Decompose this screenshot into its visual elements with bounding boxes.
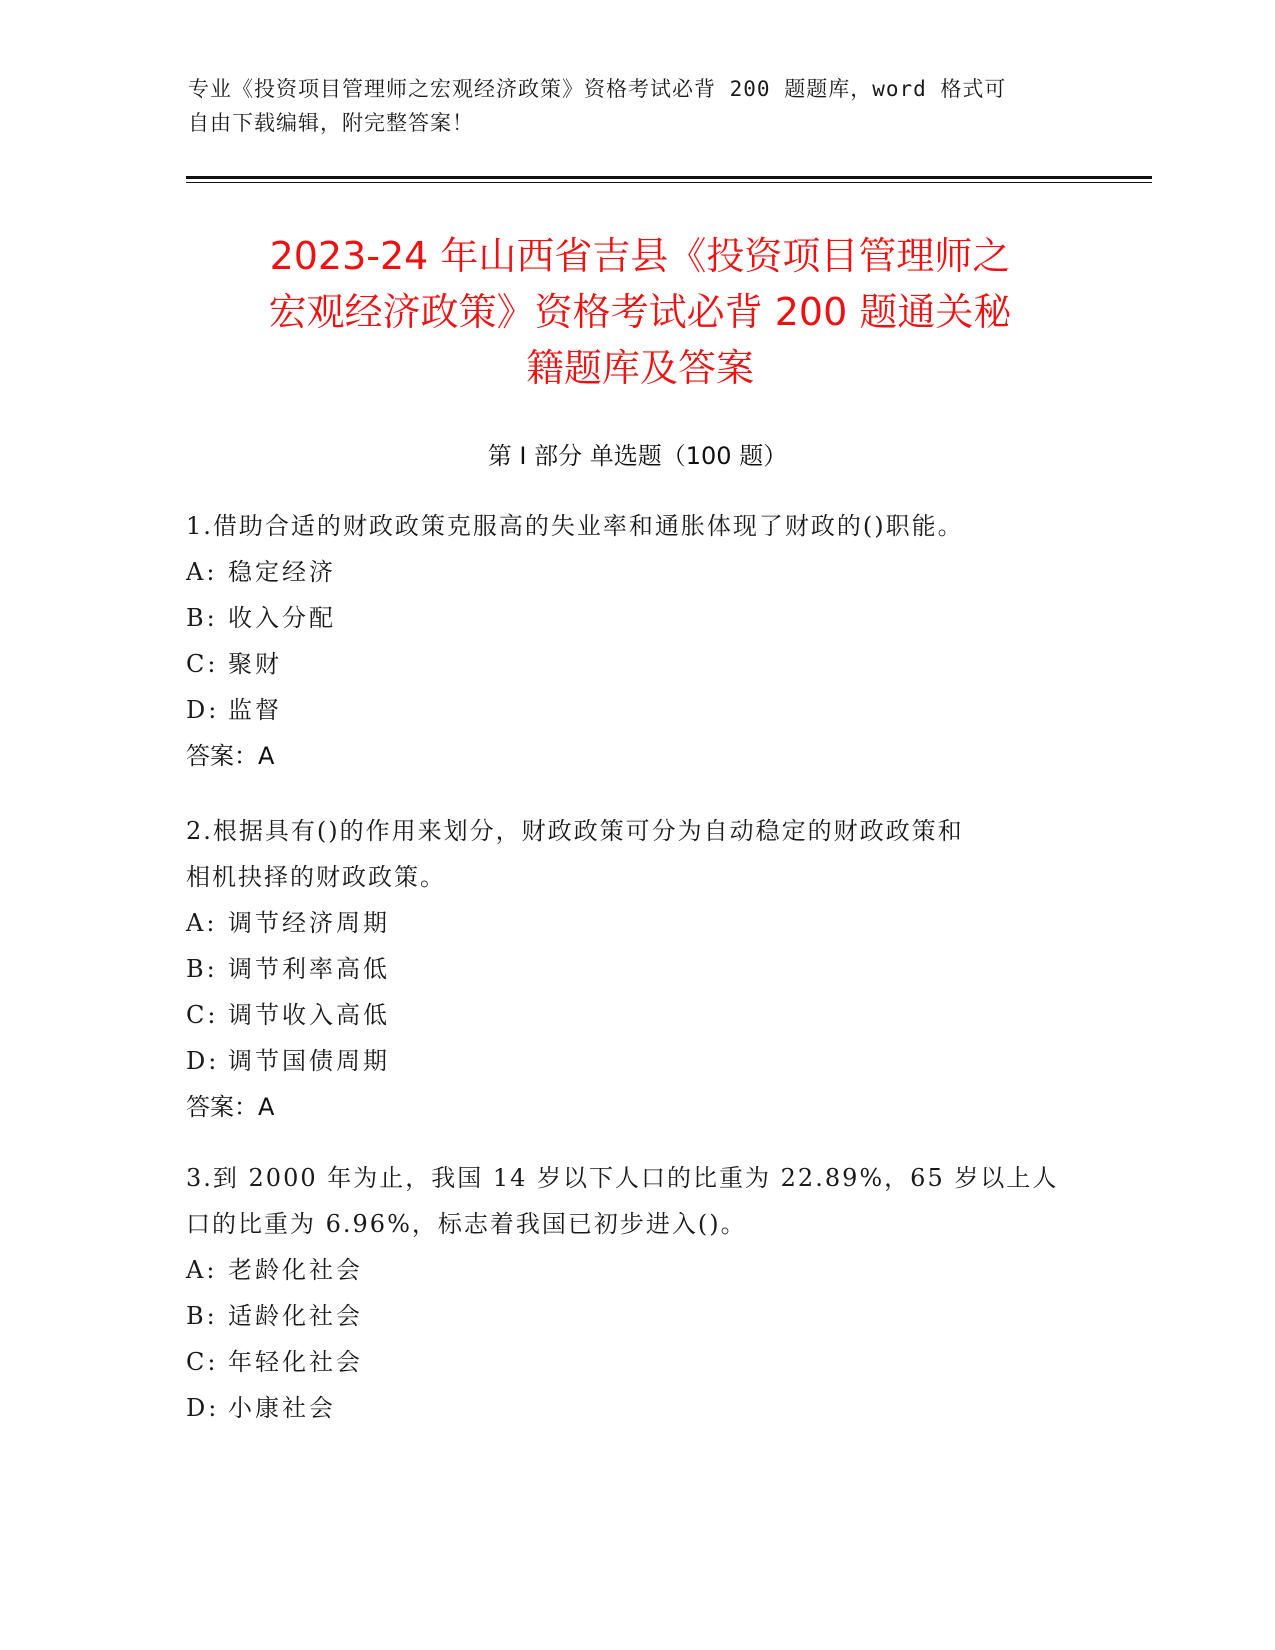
option-key: D: [186, 696, 220, 724]
option-text: 收入分配 [228, 604, 336, 632]
answer-line: 答案：A [186, 1093, 275, 1121]
option-text: 调节经济周期 [228, 909, 390, 937]
option-key: D: [186, 1047, 220, 1075]
option-d [186, 1385, 1086, 1431]
option-text: 年轻化社会 [228, 1348, 363, 1376]
question-2 [186, 808, 1086, 1130]
option-text: 调节国债周期 [228, 1047, 390, 1075]
option-text: 调节利率高低 [228, 955, 390, 983]
document-title [160, 228, 1120, 396]
intro-line: 专业《投资项目管理师之宏观经济政策》资格考试必背 200 题题库，word 格式可 [188, 77, 1007, 101]
option-key: C: [186, 1348, 219, 1376]
option-key: C: [186, 650, 219, 678]
option-text: 聚财 [228, 650, 282, 678]
option-a [186, 1247, 1086, 1293]
option-b [186, 595, 1086, 641]
option-key: B: [186, 955, 218, 983]
header-rule-thick [186, 176, 1152, 179]
option-a [186, 900, 1086, 946]
option-c [186, 641, 1086, 687]
option-key: C: [186, 1001, 219, 1029]
title-line: 籍题库及答案 [525, 346, 754, 390]
option-text: 稳定经济 [228, 558, 336, 586]
option-key: A: [186, 558, 218, 586]
option-d [186, 1038, 1086, 1084]
option-key: A: [186, 909, 218, 937]
option-text: 调节收入高低 [228, 1001, 390, 1029]
question-stem: 3.到 2000 年为止，我国 14 岁以下人口的比重为 22.89%，65 岁以上人 [186, 1164, 1059, 1192]
question-1 [186, 503, 1086, 779]
question-stem: 相机抉择的财政政策。 [186, 863, 446, 891]
option-text: 小康社会 [228, 1394, 336, 1422]
title-line: 2023-24 年山西省吉县《投资项目管理师之 [269, 234, 1011, 278]
option-c [186, 992, 1086, 1038]
answer-line: 答案：A [186, 742, 275, 770]
intro-text [188, 72, 1088, 140]
option-text: 适龄化社会 [228, 1302, 363, 1330]
option-c [186, 1339, 1086, 1385]
intro-line: 自由下载编辑，附完整答案！ [188, 111, 474, 135]
question-stem: 1.借助合适的财政政策克服高的失业率和通胀体现了财政的()职能。 [186, 512, 964, 540]
option-key: A: [186, 1256, 218, 1284]
option-key: B: [186, 604, 218, 632]
option-key: B: [186, 1302, 218, 1330]
question-stem: 口的比重为 6.96%，标志着我国已初步进入()。 [186, 1210, 747, 1238]
option-text: 老龄化社会 [228, 1256, 363, 1284]
section-title: 第 I 部分 单选题（100 题） [487, 442, 788, 470]
title-line: 宏观经济政策》资格考试必背 200 题通关秘 [268, 290, 1012, 334]
option-b [186, 1293, 1086, 1339]
header-rule-thin [186, 182, 1152, 183]
option-b [186, 946, 1086, 992]
question-3 [186, 1155, 1086, 1431]
option-text: 监督 [228, 696, 282, 724]
option-a [186, 549, 1086, 595]
option-key: D: [186, 1394, 220, 1422]
question-stem: 2.根据具有()的作用来划分，财政政策可分为自动稳定的财政政策和 [186, 817, 964, 845]
option-d [186, 687, 1086, 733]
